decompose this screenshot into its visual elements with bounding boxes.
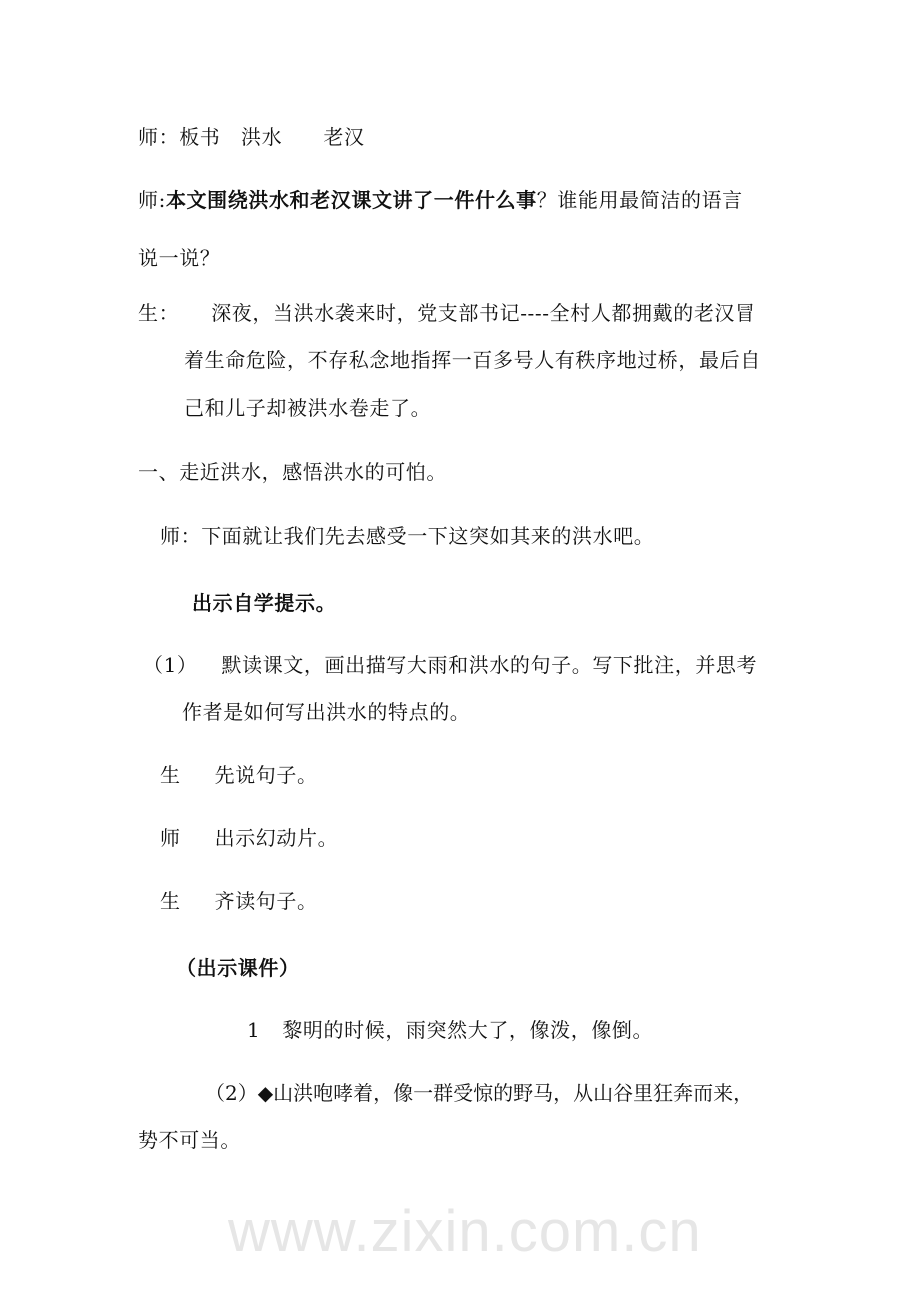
sentence-2-continuation: 势不可当。 [138,1128,241,1152]
question-continuation: 说一说？ [138,246,221,270]
sentence-text: 黎明的时候，雨突然大了，像泼，像倒。 [282,1018,654,1042]
answer-continuation: 着生命危险，不存私念地指挥一百多号人有秩序地过桥，最后自 [184,348,761,372]
sentence-1 [247,1018,653,1042]
student-answer-line [138,301,756,325]
line-text: 齐读句子。 [214,889,318,913]
task-number: （1） [143,653,198,677]
task-1-line [143,653,757,677]
speaker-label: 生 [160,763,181,787]
answer-text: 深夜，当洪水袭来时，党支部书记----全村人都拥戴的老汉冒 [211,301,756,325]
board-writing-line: 师：板书 洪水 老汉 [138,125,365,149]
line-text: 先说句子。 [214,763,318,787]
speaker-label: 师 [160,826,181,850]
task-text: 默读课文，画出描写大雨和洪水的句子。写下批注，并思考 [221,653,758,677]
answer-continuation: 己和儿子却被洪水卷走了。 [184,396,432,420]
section-heading: 一、走近洪水，感悟洪水的可怕。 [138,460,447,484]
bold-question: 本文围绕洪水和老汉课文讲了一件什么事 [165,188,537,212]
speaker-label: 生： [138,301,180,325]
teacher-question-line [138,188,743,212]
task-continuation: 作者是如何写出洪水的特点的。 [182,700,471,724]
line-text: 出示幻动片。 [214,826,339,850]
student-line [160,763,318,787]
teacher-line: 师：下面就让我们先去感受一下这突如其来的洪水吧。 [160,524,655,548]
student-line [160,889,318,913]
sentence-number: 1 [247,1018,261,1042]
question-rest: ？谁能用最简洁的语言 [536,188,743,212]
watermark: www.zixin.com.cn [228,1199,702,1264]
teacher-line [160,826,338,850]
sentence-2: （2）◆山洪咆哮着，像一群受惊的野马，从山谷里狂奔而来， [205,1081,754,1105]
speaker-label: 生 [160,889,181,913]
speaker-label: 师: [138,188,166,212]
courseware-heading: （出示课件） [176,956,300,980]
self-study-heading: 出示自学提示。 [192,591,337,615]
